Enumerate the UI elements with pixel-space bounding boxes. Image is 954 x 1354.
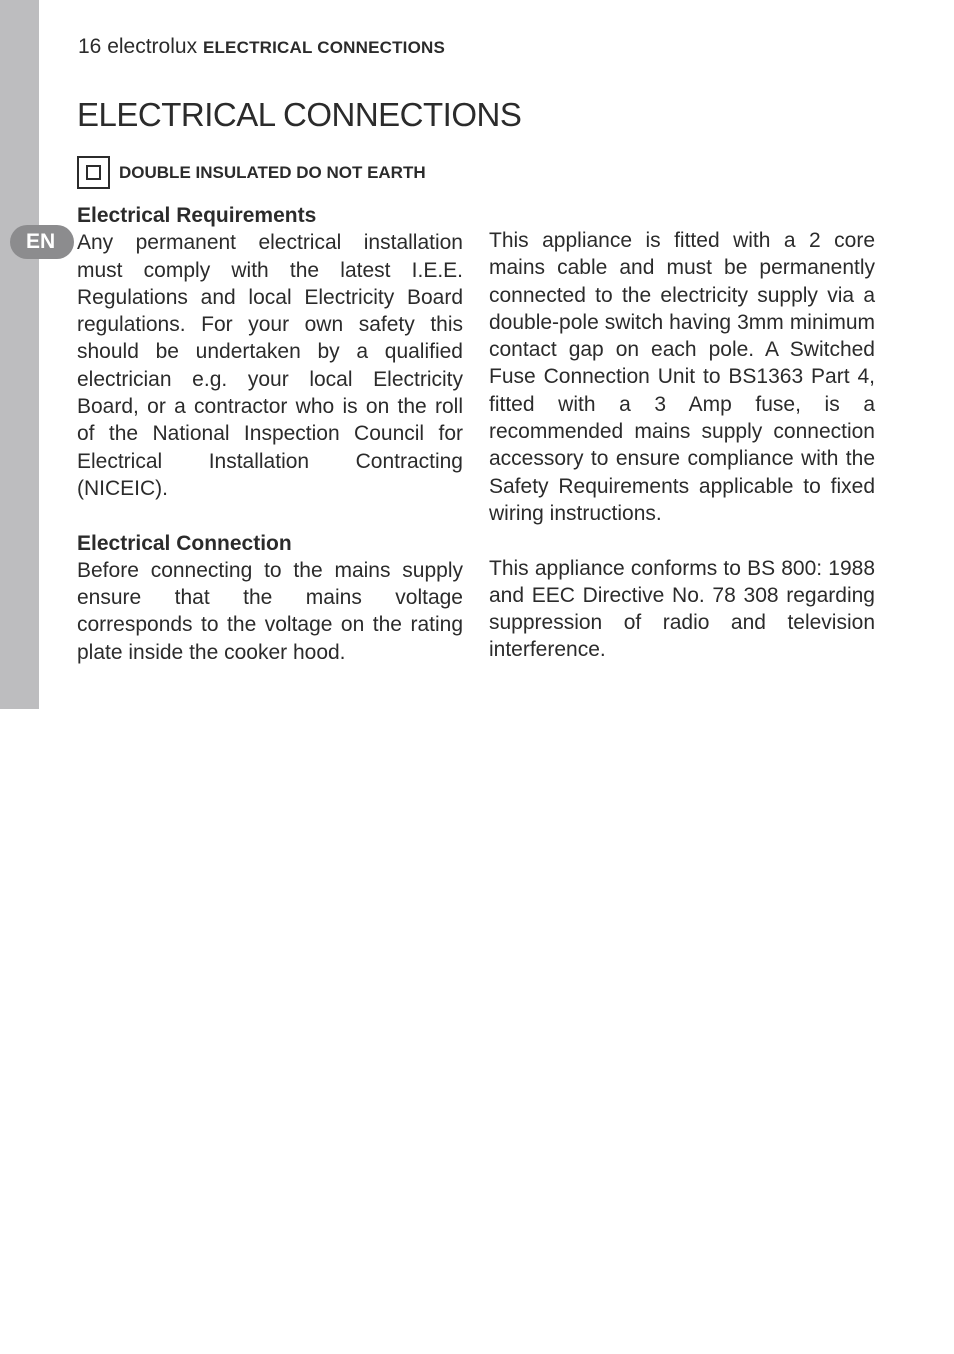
running-header	[78, 33, 445, 62]
electrical-connection-body: Before connecting to the mains supply ensure that the mains voltage corresponds to the voltage on the rating plate inside the cooker hood.	[77, 558, 463, 664]
left-column	[77, 202, 463, 666]
page-number: 16	[78, 35, 102, 58]
insulation-notice	[77, 156, 426, 189]
header-section-title: ELECTRICAL CONNECTIONS	[202, 38, 446, 57]
electrical-connection-heading: Electrical Connection	[77, 531, 292, 555]
insulation-notice-label: DOUBLE INSULATED DO NOT EARTH	[119, 162, 426, 182]
page-title: ELECTRICAL CONNECTIONS	[77, 96, 522, 133]
electrical-requirements-body: Any permanent electrical installation must comply with the latest I.E.E. Regulations and local Electricity Board regulations. For your own safety this should be undertaken by a qualified electrician e.g. your local Electricity Board, or a contractor who is on the roll of the National Inspection Council for Electrical Installation Contracting (NICEIC).	[77, 231, 463, 500]
brand-name: electrolux	[107, 35, 198, 58]
side-margin-strip	[0, 0, 39, 709]
right-column	[489, 227, 875, 664]
language-tab: EN	[10, 225, 74, 259]
double-insulation-icon	[77, 156, 110, 189]
electrical-requirements-heading: Electrical Requirements	[77, 204, 317, 227]
mains-cable-paragraph: This appliance is fitted with a 2 core mains cable and must be permanently connected to the electricity supply via a double-pole switch having 3mm minimum contact gap on each pole. A Switched Fuse Connection Unit to BS1363 Part 4, fitted with a 3 Amp fuse, is a recommended mains supply connection accessory to ensure compliance with the Safety Requirements applicable to fixed wiring instructions.	[489, 229, 875, 525]
conformity-paragraph: This appliance conforms to BS 800: 1988 and EEC Directive No. 78 308 regarding suppression of radio and television interference.	[489, 556, 875, 662]
